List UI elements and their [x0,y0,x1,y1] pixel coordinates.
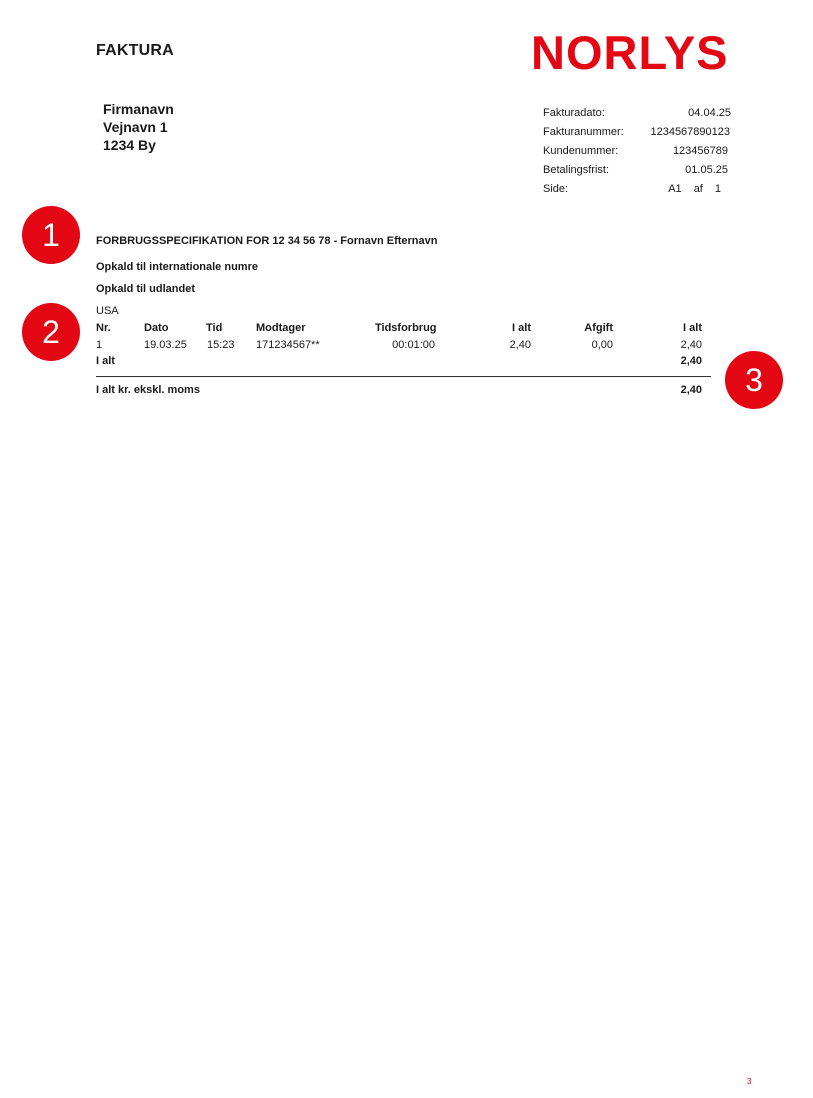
cell-date: 19.03.25 [144,339,187,351]
page-total: 1 [714,182,721,195]
spec-subheading-abroad: Opkald til udlandet [96,283,196,295]
recipient-address [103,100,174,154]
meta-value: 04.04.25 [688,106,731,119]
cell-fee: 0,00 [591,339,613,351]
col-header-amount: I alt [512,322,531,334]
grand-total-label: I alt kr. ekskl. moms [96,384,200,396]
page-current: A1 [668,182,682,195]
marker-1: 1 [22,206,80,264]
page-indicator [661,183,721,195]
table-row [96,339,702,355]
street-address: Vejnavn 1 [103,119,168,135]
cell-total: 2,40 [680,339,702,351]
meta-invoice-date [543,103,731,122]
meta-value: 123456789 [672,144,728,157]
meta-page [543,179,731,198]
invoice-meta [543,103,731,198]
page-of: af [693,182,703,195]
meta-value: 01.05.25 [685,163,728,176]
brand-logo-text: NORLYS [531,28,727,74]
subtotal-row [96,355,702,371]
company-name: Firmanavn [103,101,174,117]
norlys-logo [531,28,727,79]
postal-city: 1234 By [103,137,156,153]
meta-label: Side: [543,182,569,195]
col-header-date: Dato [144,322,169,334]
brand-logo-mark [531,28,727,74]
cell-nr: 1 [96,339,103,351]
marker-3: 3 [725,351,783,409]
subtotal-label: I alt [96,355,115,367]
spec-title: FORBRUGSSPECIFIKATION FOR 12 34 56 78 - Fornavn Efternavn [96,235,438,247]
cell-time: 15:23 [207,339,235,351]
col-header-recipient: Modtager [256,322,306,334]
col-header-fee: Afgift [584,322,613,334]
col-header-time: Tid [206,322,223,334]
meta-customer-number [543,141,731,160]
grand-total-row [96,384,702,400]
meta-value: 1234567890123 [650,125,730,138]
col-header-nr: Nr. [96,322,111,334]
col-header-total: I alt [683,322,702,334]
meta-label: Fakturanummer: [543,125,624,138]
subtotal-value: 2,40 [680,355,702,367]
divider-line [96,376,711,377]
col-header-duration: Tidsforbrug [375,322,437,334]
meta-due-date [543,160,731,179]
cell-recipient: 171234567** [256,339,320,351]
cell-duration: 00:01:00 [392,339,435,351]
cell-amount: 2,40 [509,339,531,351]
spec-subheading-international: Opkald til internationale numre [96,261,258,273]
country-label: USA [96,305,119,317]
page-number: 3 [747,1077,752,1086]
table-header [96,322,702,338]
meta-invoice-number [543,122,731,141]
document-title: FAKTURA [96,42,174,59]
marker-2: 2 [22,303,80,361]
meta-label: Fakturadato: [543,106,605,119]
grand-total-value: 2,40 [680,384,702,396]
meta-label: Betalingsfrist: [543,163,610,176]
meta-label: Kundenummer: [543,144,619,157]
